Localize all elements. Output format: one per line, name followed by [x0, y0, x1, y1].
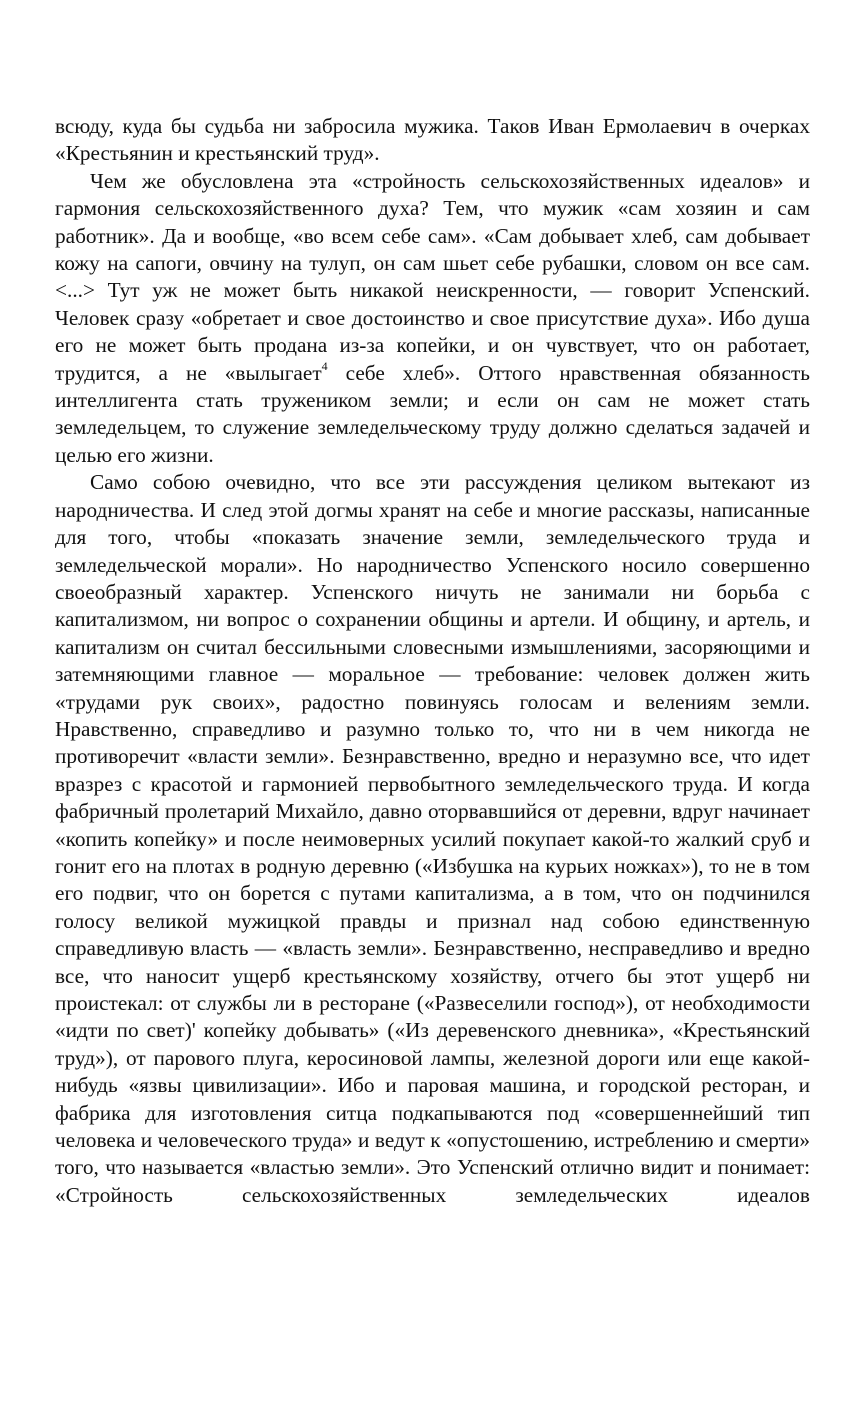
text-body — [55, 113, 810, 1209]
paragraph-2 — [55, 168, 810, 469]
paragraph-2-text-end: себе хлеб». Оттого нравственная обязанность интеллигента стать тружеником земли; и если он сам не может стать земледельцем, то служение земледельческому труду должно сделаться задачей и целью его жизни. — [55, 360, 810, 467]
paragraph-1: всюду, куда бы судьба ни забросила мужика. Таков Иван Ермолаевич в очерках «Крестьянин и крестьянский труд». — [55, 114, 810, 166]
paragraph-2-text-start: Чем же обусловлена эта «стройность сельскохозяйственных идеалов» и гармония сельскохозяйственного духа? Тем, что мужик «сам хозяин и сам работник». Да и вообще, «во всем себе сам». «Сам добывает хлеб, сам добывает кожу на сапоги, овчину на тулуп, он сам шьет себе рубашки, словом он все сам. <...> Тут уж не может быть никакой неискренности, — говорит Успенский. Человек сразу «обретает и свое достоинство и свое присутствие духа». Ибо душа его не может быть продана из-за копейки, и он чувствует, что он работает, трудится, а не «вылыгает — [55, 168, 810, 385]
paragraph-3: Само собою очевидно, что все эти рассуждения целиком вытекают из народничества. И след этой догмы хранят на себе и многие рассказы, написанные для того, чтобы «показать значение земли, земледельческого труда и земледельческой морали». Но народничество Успенского носило совершенно своеобразный характер. Успенского ничуть не занимали ни борьба с капитализмом, ни вопрос о сохранении общины и артели. И общину, и артель, и капитализм он считал бессильными словесными измышлениями, засоряющими и затемняющими главное — моральное — требование: человек должен жить «трудами рук своих», радостно повинуясь голосам и велениям земли. Нравственно, справедливо и разумно только то, что ни в чем никогда не противоречит «власти земли». Безнравственно, вредно и неразумно все, что идет вразрез с красотой и гармонией первобытного земледельческого труда. И когда фабричный пролетарий Михайло, давно оторвавшийся от деревни, вдруг начинает «копить копейку» и после неимоверных усилий покупает какой-то жалкий сруб и гонит его на плотах в родную деревню («Избушка на курьих ножках»), то не в том его подвиг, что он борется с путами капитализма, а в том, что он подчинился голосу великой мужицкой правды и признал над собою единственную справедливую власть — «власть земли». Безнравственно, несправедливо и вредно все, что наносит ущерб крестьянскому хозяйству, отчего бы этот ущерб ни проистекал: от службы ли в ресторане («Развеселили господ»), от необходимости «идти по свет)' копейку добывать» («Из деревенского дневника», «Крестьянский труд»), от парового плуга, керосиновой лампы, железной дороги или еще какой- нибудь «язвы цивилизации». Ибо и паровая машина, и городской ресторан, и фабрика для изготовления ситца подкапываются под «совершеннейший тип человека и человеческого труда» и ведут к «опустошению, истреблению и смерти» того, что называется «властью земли». Это Успенский отлично видит и понимает: «Стройность сельскохозяйственных земледельческих идеалов — [55, 470, 810, 1207]
footnote-marker[interactable]: 4 — [321, 358, 328, 373]
